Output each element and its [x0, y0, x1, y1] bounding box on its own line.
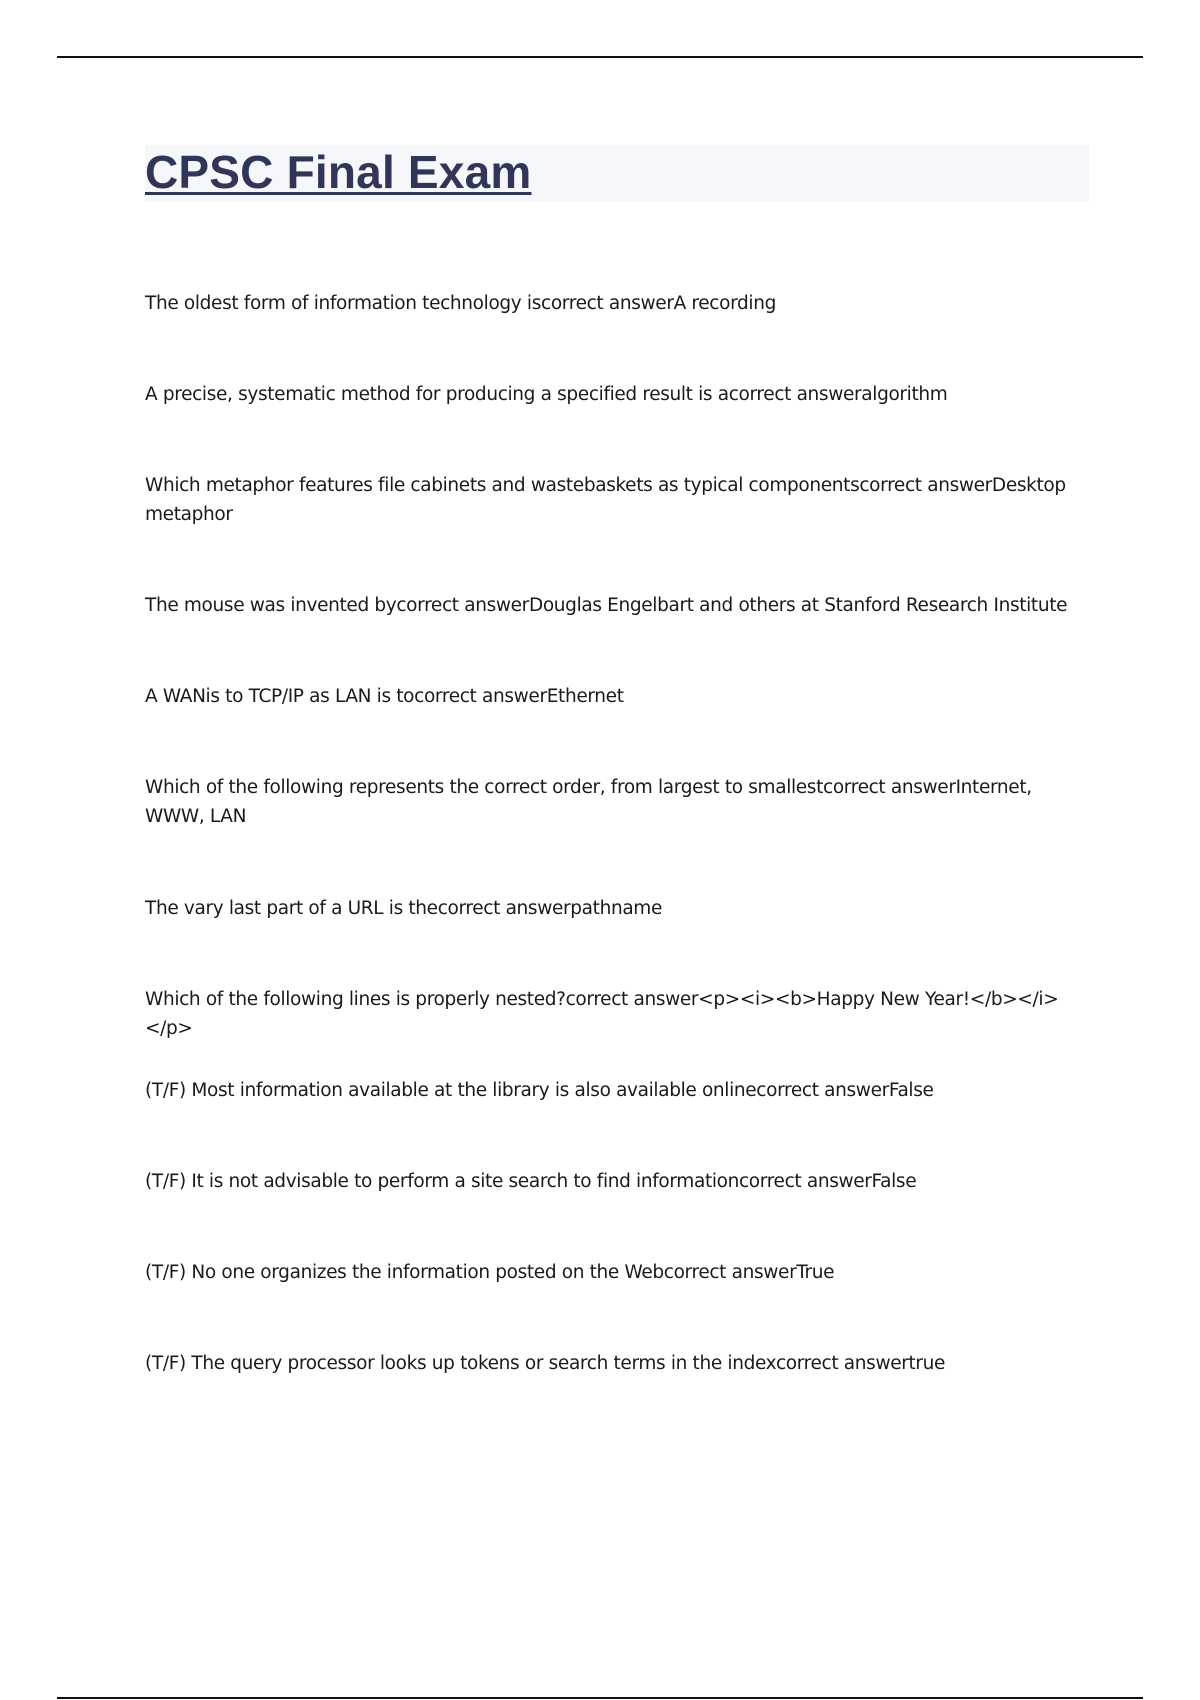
list-item: (T/F) It is not advisable to perform a site search to find informationcorrect answerFalse — [145, 1171, 917, 1192]
list-item: The oldest form of information technology iscorrect answerA recording — [145, 293, 776, 314]
list-item: Which of the following represents the correct order, from largest to smallestcorrect answerInternet, WWW, LAN — [145, 777, 1032, 827]
list-item: (T/F) Most information available at the library is also available onlinecorrect answerFalse — [145, 1080, 934, 1101]
footer-rule — [57, 1697, 1143, 1699]
list-item: A precise, systematic method for producing a specified result is acorrect answeralgorithm — [145, 384, 948, 405]
list-item: The vary last part of a URL is thecorrect answerpathname — [145, 898, 663, 919]
list-item: Which of the following lines is properly nested?correct answer<p><i><b>Happy New Year!</b></i></p> — [145, 989, 1059, 1039]
header-rule — [57, 56, 1143, 58]
page-title: CPSC Final Exam — [145, 146, 532, 198]
list-item: The mouse was invented bycorrect answerDouglas Engelbart and others at Stanford Research Institute — [145, 595, 1068, 616]
list-item: (T/F) No one organizes the information posted on the Webcorrect answerTrue — [145, 1262, 835, 1283]
list-item: (T/F) The query processor looks up tokens or search terms in the indexcorrect answertrue — [145, 1353, 946, 1374]
list-item: A WANis to TCP/IP as LAN is tocorrect answerEthernet — [145, 686, 624, 707]
list-item: Which metaphor features file cabinets and wastebaskets as typical componentscorrect answerDesktop metaphor — [145, 475, 1066, 525]
